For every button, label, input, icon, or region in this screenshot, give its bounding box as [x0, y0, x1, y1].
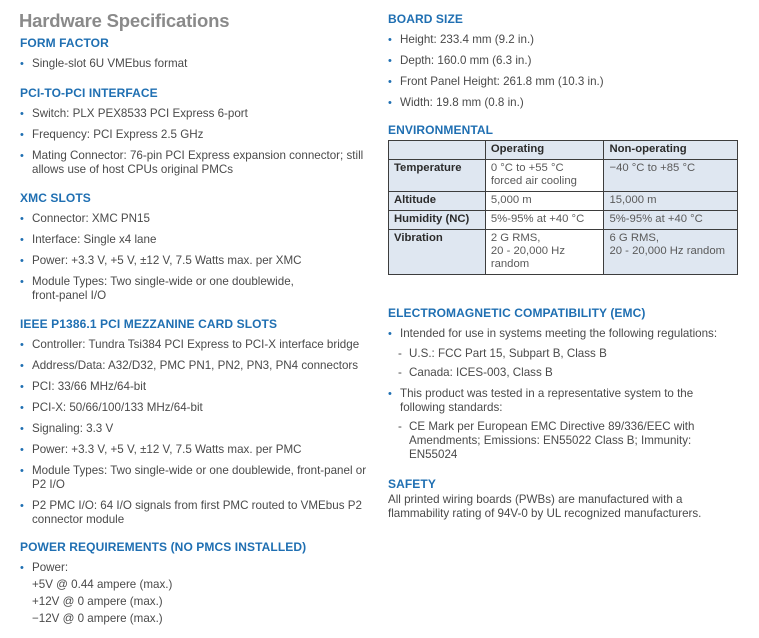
- list-item: • Module Types: Two single-wide or one doublewide, front-panel I/O: [20, 275, 320, 303]
- column-header: [389, 141, 486, 160]
- cell-line: 0 °C to +55 °C: [490, 162, 564, 174]
- list-item: • Controller: Tundra Tsi384 PCI Express to PCI-X interface bridge: [20, 338, 370, 352]
- page-title: Hardware Specifications: [19, 10, 230, 31]
- safety-text: All printed wiring boards (PWBs) are manufactured with a flammability rating of 94V-0 by UL recognized manufacturers.: [388, 493, 702, 520]
- section-heading: PCI-TO-PCI INTERFACE: [20, 86, 158, 100]
- row-label: Temperature: [389, 160, 486, 192]
- list-item: • Signaling: 3.3 V: [20, 422, 370, 436]
- cell-line: 20 - 20,000 Hz: [490, 245, 565, 257]
- sub-list-item: - CE Mark per European EMC Directive 89/336/EEC with Amendments; Emissions: EN55022 Class B; Immunity: EN55024: [388, 420, 738, 462]
- section-heading: IEEE P1386.1 PCI MEZZANINE CARD SLOTS: [20, 317, 278, 331]
- section-heading: XMC SLOTS: [20, 191, 91, 205]
- power-line: −12V @ 0 ampere (max.): [32, 612, 163, 625]
- table-row: [389, 192, 738, 211]
- cell-line: 5,000 m: [490, 194, 532, 206]
- cell-line: −40 °C to +85 °C: [609, 162, 696, 174]
- cell-line: forced air cooling: [490, 175, 577, 187]
- list-item: • Module Types: Two single-wide or one doublewide, front-panel or P2 I/O: [20, 464, 370, 492]
- operating-cell: [485, 211, 604, 230]
- non-operating-cell: [604, 211, 738, 230]
- section-board-size: [388, 12, 748, 110]
- list-item: • Address/Data: A32/D32, PMC PN1, PN2, PN3, PN4 connectors: [20, 359, 370, 373]
- list-item: • Interface: Single x4 lane: [20, 233, 320, 247]
- cell-line: 2 G RMS,: [490, 232, 541, 244]
- column-header: Non-operating: [604, 141, 738, 160]
- list-item: • Depth: 160.0 mm (6.3 in.): [388, 54, 748, 68]
- section-heading: FORM FACTOR: [20, 36, 109, 50]
- environmental-table: [388, 140, 738, 275]
- list-item: [20, 561, 375, 626]
- row-label: Altitude: [389, 192, 486, 211]
- non-operating-cell: [604, 192, 738, 211]
- cell-line: 20 - 20,000 Hz random: [609, 245, 726, 257]
- non-operating-cell: [604, 230, 738, 275]
- table-row: [389, 160, 738, 192]
- list-item: • Front Panel Height: 261.8 mm (10.3 in.): [388, 75, 748, 89]
- section-environmental: [388, 123, 748, 275]
- cell-line: 5%-95% at +40 °C: [490, 213, 585, 225]
- cell-line: 15,000 m: [609, 194, 657, 206]
- section-power-requirements: [20, 540, 375, 626]
- table-row: [389, 211, 738, 230]
- non-operating-cell: [604, 160, 738, 192]
- list-item: • PCI-X: 50/66/100/133 MHz/64-bit: [20, 401, 370, 415]
- section-pmc-slots: [20, 317, 370, 527]
- list-item: • Frequency: PCI Express 2.5 GHz: [20, 128, 375, 142]
- section-heading: ENVIRONMENTAL: [388, 123, 494, 137]
- section-heading: SAFETY: [388, 477, 436, 491]
- section-heading: ELECTROMAGNETIC COMPATIBILITY (EMC): [388, 306, 646, 320]
- sub-list-item: - Canada: ICES-003, Class B: [388, 366, 738, 380]
- list-item: • Power: +3.3 V, +5 V, ±12 V, 7.5 Watts max. per PMC: [20, 443, 370, 457]
- list-item: • Connector: XMC PN15: [20, 212, 320, 226]
- section-xmc-slots: [20, 191, 320, 303]
- section-form-factor: [20, 36, 375, 71]
- list-item: • Power: +3.3 V, +5 V, ±12 V, 7.5 Watts max. per XMC: [20, 254, 320, 268]
- operating-cell: [485, 160, 604, 192]
- section-emc: [388, 306, 738, 462]
- row-label: Vibration: [389, 230, 486, 275]
- list-item: • This product was tested in a representative system to the following standards:: [388, 387, 738, 415]
- list-item: • Single-slot 6U VMEbus format: [20, 57, 375, 71]
- power-line: +5V @ 0.44 ampere (max.): [32, 578, 173, 591]
- section-safety: [388, 477, 733, 521]
- list-item: • Height: 233.4 mm (9.2 in.): [388, 33, 748, 47]
- row-label: Humidity (NC): [389, 211, 486, 230]
- cell-line: random: [490, 258, 530, 270]
- list-item: • Intended for use in systems meeting the following regulations:: [388, 327, 738, 341]
- column-header: Operating: [485, 141, 604, 160]
- cell-line: 5%-95% at +40 °C: [609, 213, 703, 225]
- sub-list-item: - U.S.: FCC Part 15, Subpart B, Class B: [388, 347, 738, 361]
- cell-line: 6 G RMS,: [609, 232, 660, 244]
- power-label: • Power:: [32, 561, 69, 574]
- power-line: +12V @ 0 ampere (max.): [32, 595, 163, 608]
- list-item: • PCI: 33/66 MHz/64-bit: [20, 380, 370, 394]
- list-item: • P2 PMC I/O: 64 I/O signals from first PMC routed to VMEbus P2 connector module: [20, 499, 370, 527]
- section-heading: BOARD SIZE: [388, 12, 464, 26]
- list-item: • Mating Connector: 76-pin PCI Express expansion connector; still allows use of host CPUs original PMCs: [20, 149, 375, 177]
- table-header-row: [389, 141, 738, 160]
- list-item: • Switch: PLX PEX8533 PCI Express 6-port: [20, 107, 375, 121]
- section-heading: POWER REQUIREMENTS (NO PMCS INSTALLED): [20, 540, 307, 554]
- table-row: [389, 230, 738, 275]
- list-item: • Width: 19.8 mm (0.8 in.): [388, 96, 748, 110]
- section-pci-to-pci: [20, 86, 375, 177]
- operating-cell: [485, 192, 604, 211]
- operating-cell: [485, 230, 604, 275]
